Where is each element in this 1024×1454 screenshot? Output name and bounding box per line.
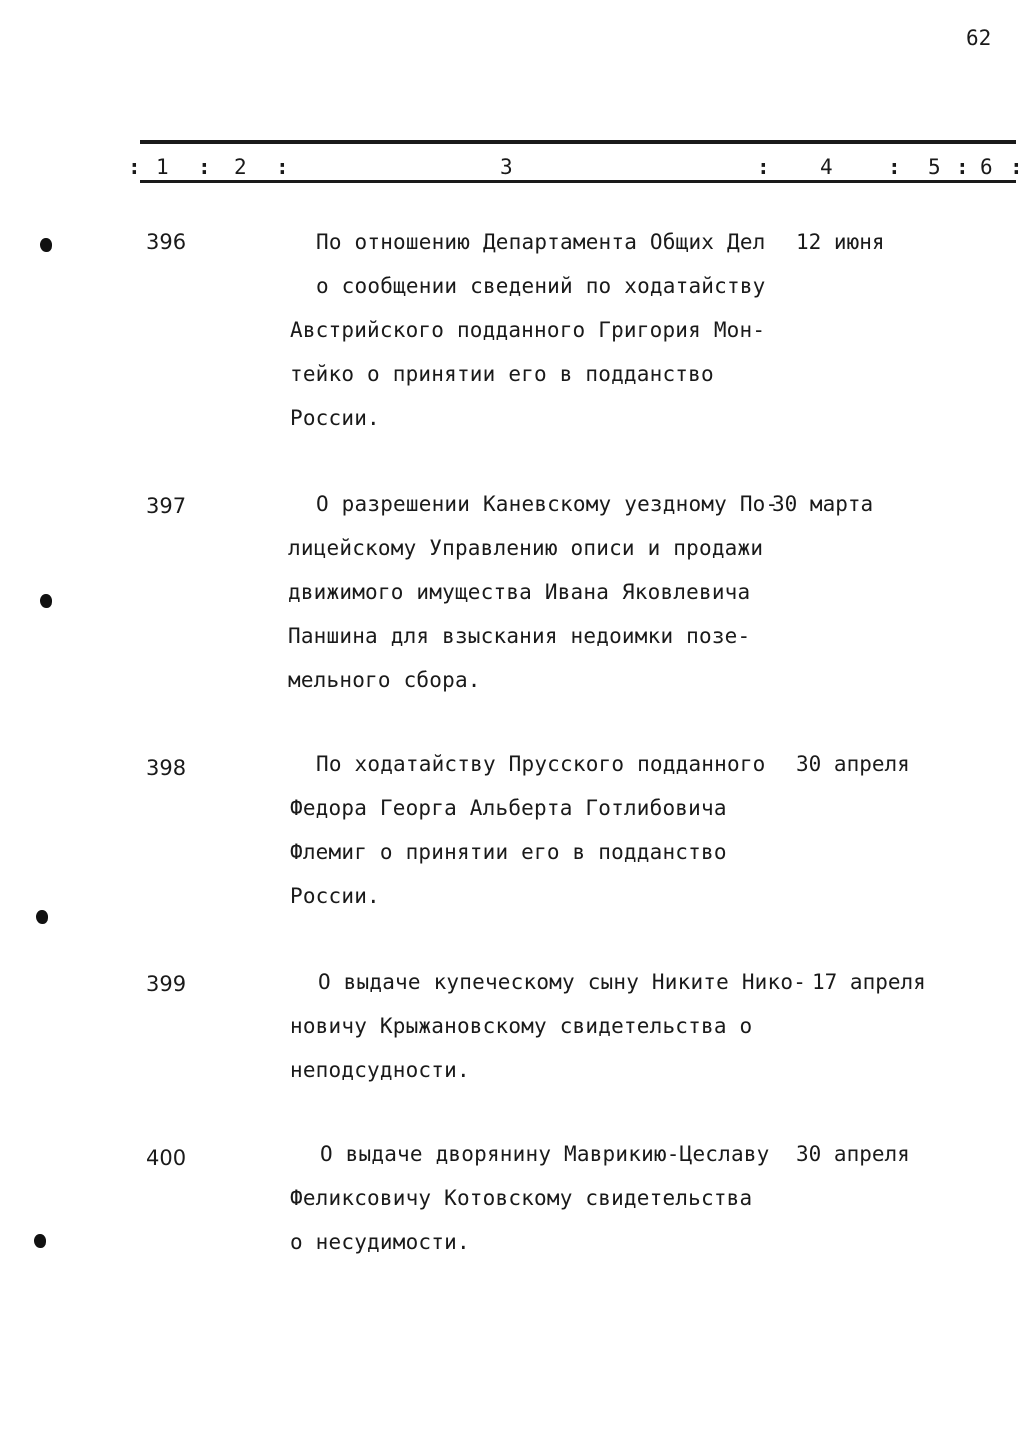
entry-text-line: движимого имущества Ивана Яковлевича — [288, 580, 751, 604]
entry-number: 396 — [146, 230, 187, 254]
column-separator: : — [757, 155, 770, 179]
entry-text-line: России. — [290, 884, 380, 908]
column-header-6: 6 — [980, 155, 993, 179]
page-number: 62 — [966, 26, 992, 50]
column-header-2: 2 — [234, 155, 247, 179]
entry-text-line: Австрийского подданного Григория Мон- — [290, 318, 766, 342]
entry-text-line: Паншина для взыскания недоимки позе- — [288, 624, 751, 648]
entry-text-line: О выдаче купеческому сыну Никите Нико- — [318, 970, 807, 994]
entry-text-line: о сообщении сведений по ходатайству — [316, 274, 766, 298]
entry-number: 399 — [146, 972, 187, 996]
header-rule-top — [140, 140, 1016, 144]
column-header-1: 1 — [156, 155, 169, 179]
entry-text-line: о несудимости. — [290, 1230, 470, 1254]
column-separator: : — [276, 155, 289, 179]
punch-hole-mark — [40, 238, 52, 252]
entry-number: 400 — [146, 1146, 187, 1170]
column-header-3: 3 — [500, 155, 513, 179]
entry-number: 397 — [146, 494, 187, 518]
entry-date: 17 апреля — [812, 970, 926, 994]
column-separator: : — [956, 155, 969, 179]
entry-date: 30 апреля — [796, 752, 910, 776]
entry-text-line: лицейскому Управлению описи и продажи — [288, 536, 764, 560]
entry-date: 12 июня — [796, 230, 885, 254]
column-separator: : — [888, 155, 901, 179]
header-rule-bottom — [140, 180, 1016, 183]
entry-text-line: Федора Георга Альберта Готлибовича — [290, 796, 727, 820]
entry-text-line: новичу Крыжановскому свидетельства о — [290, 1014, 753, 1038]
entry-text-line: По ходатайству Прусского подданного — [316, 752, 766, 776]
punch-hole-mark — [34, 1234, 46, 1248]
entry-date: 30 апреля — [796, 1142, 910, 1166]
column-separator: : — [198, 155, 211, 179]
column-header-4: 4 — [820, 155, 833, 179]
entry-text-line: Феликсовичу Котовскому свидетельства — [290, 1186, 753, 1210]
entry-text-line: неподсудности. — [290, 1058, 470, 1082]
entry-date: 30 марта — [772, 492, 874, 516]
entry-text-line: мельного сбора. — [288, 668, 481, 692]
entry-text-line: России. — [290, 406, 380, 430]
column-separator: : — [128, 155, 141, 179]
column-header-5: 5 — [928, 155, 941, 179]
column-separator: : — [1010, 155, 1023, 179]
punch-hole-mark — [40, 594, 52, 608]
entry-text-line: тейко о принятии его в подданство — [290, 362, 714, 386]
entry-text-line: По отношению Департамента Общих Дел — [316, 230, 766, 254]
punch-hole-mark — [36, 910, 48, 924]
entry-number: 398 — [146, 756, 187, 780]
entry-text-line: Флемиг о принятии его в подданство — [290, 840, 727, 864]
entry-text-line: О разрешении Каневскому уездному По- — [316, 492, 779, 516]
entry-text-line: О выдаче дворянину Маврикию-Цеславу — [320, 1142, 770, 1166]
